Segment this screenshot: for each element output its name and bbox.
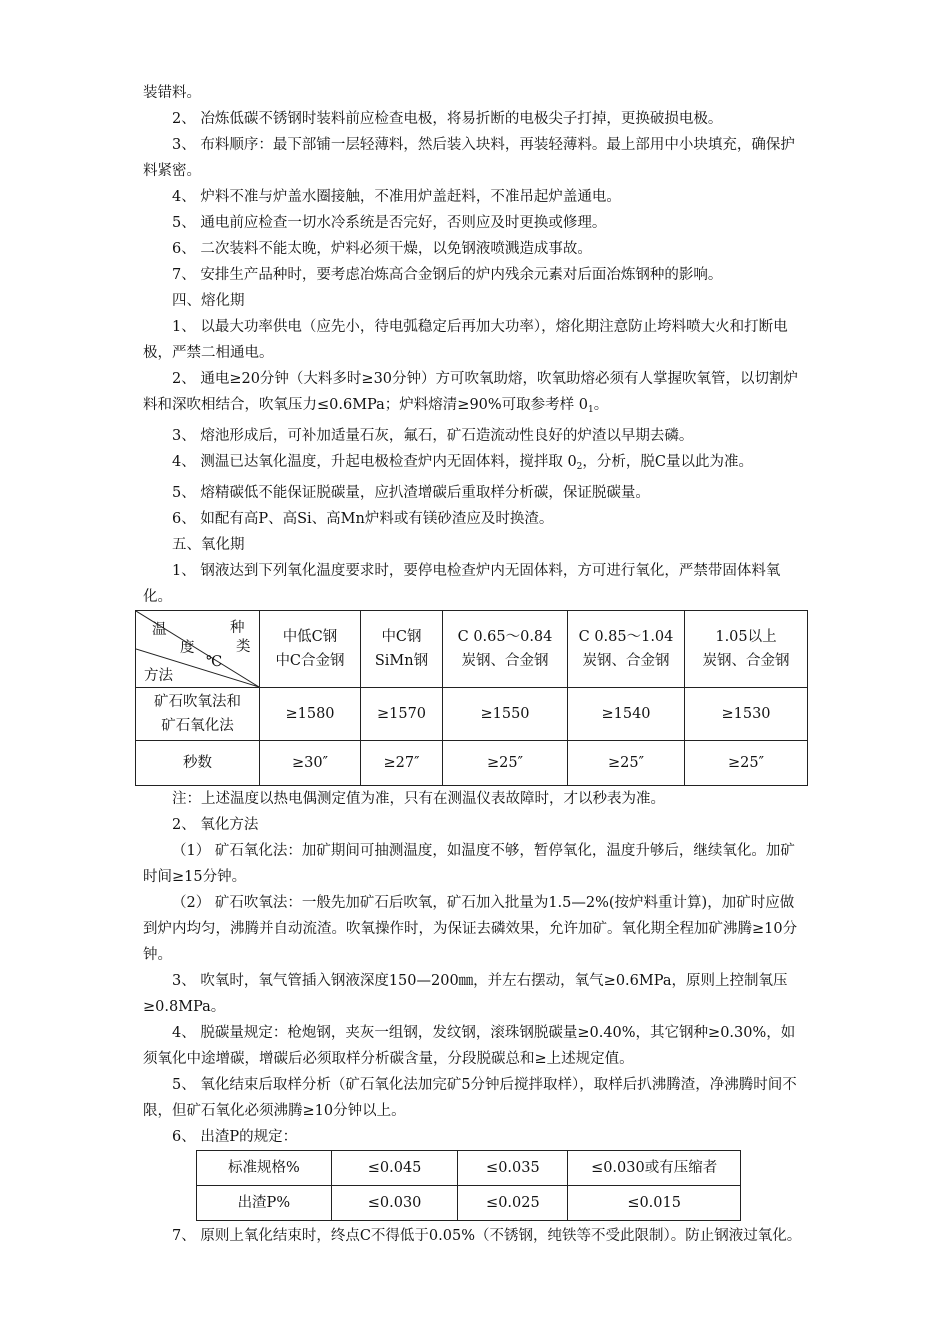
corner-label-zhong: 种 — [230, 620, 245, 636]
paragraph-item: 4、 炉料不准与炉盖水圈接触，不准用炉盖赶料，不准吊起炉盖通电。 — [172, 189, 621, 205]
header-line: SiMn钢 — [374, 653, 429, 669]
paragraph-item: 1、 以最大功率供电（应先小，待电弧稳定后再加大功率），熔化期注意防止垮料喷大火和打断电极，严禁二相通电。 — [143, 319, 788, 361]
paragraph-item: 1、 钢液达到下列氧化温度要求时，要停电检查炉内无固体料，方可进行氧化，严禁带固体料氧化。 — [143, 563, 781, 605]
table-cell: ≥25″ — [685, 741, 808, 786]
row-label — [136, 688, 260, 741]
paragraph-text: ，分析，脱C量以此为准。 — [582, 454, 753, 470]
paragraph-item: 7、 安排生产品种时，要考虑冶炼高合金钢后的炉内残余元素对后面冶炼钢种的影响。 — [172, 267, 723, 283]
paragraph-item: 4、 脱碳量规定：枪炮钢，夹灰一组钢，发纹钢，滚珠钢脱碳量≥0.40%，其它钢种≥0.30%，如须氧化中途增碳，增碳后必须取样分析碳含量，分段脱碳总和≥上述规定值。 — [143, 1025, 796, 1067]
header-line: 炭钢、合金钢 — [582, 653, 670, 669]
paragraph-item: 3、 布料顺序：最下部铺一层轻薄料，然后装入块料，再装轻薄料。最上部用中小块填充，确保护料紧密。 — [143, 137, 795, 179]
header-line: 中C合金钢 — [275, 653, 345, 669]
header-line: 炭钢、合金钢 — [461, 653, 549, 669]
subscript: 1 — [588, 405, 594, 415]
header-line: C 0.65～0.84 — [457, 629, 553, 645]
table-cell: ≥30″ — [260, 741, 361, 786]
table-cell: ≥1580 — [260, 688, 361, 741]
table-row — [197, 1186, 741, 1221]
column-header — [361, 611, 443, 688]
row-label-line: 矿石氧化法 — [161, 718, 234, 734]
column-header — [568, 611, 685, 688]
paragraph-item: 2、 冶炼低碳不锈钢时装料前应检查电极，将易折断的电极尖子打掉，更换破损电极。 — [172, 111, 723, 127]
paragraph-item: 6、 如配有高P、高Si、高Mn炉料或有镁砂渣应及时换渣。 — [172, 511, 554, 527]
paragraph-item: 5、 通电前应检查一切水冷系统是否完好，否则应及时更换或修理。 — [172, 215, 607, 231]
corner-label-method: 方法 — [144, 668, 173, 684]
document-page — [143, 80, 808, 1249]
paragraph-item: 2、 氧化方法 — [172, 817, 259, 833]
subscript: 2 — [576, 462, 583, 472]
column-header — [685, 611, 808, 688]
table-cell: ≥1530 — [685, 688, 808, 741]
paragraph-item: 6、 出渣P的规定： — [172, 1129, 298, 1145]
diagonal-corner-cell — [136, 611, 260, 688]
paragraph-text: 2、 通电≥20分钟（大料多时≥30分钟）方可吹氧助熔，吹氧助熔必须有人掌握吹氧管，以切割炉料和深吹相结合，吹氧压力≤0.6MPa；炉料熔清≥90%可取参考样 0 — [143, 371, 799, 413]
table-cell: ≤0.030 — [331, 1186, 458, 1221]
header-line: 中C钢 — [381, 629, 422, 645]
paragraph-item: 5、 熔精碳低不能保证脱碳量，应扒渣增碳后重取样分析碳，保证脱碳量。 — [172, 485, 650, 501]
paragraph-item: 6、 二次装料不能太晚，炉料必须干燥，以免钢液喷溅造成事故。 — [172, 241, 592, 257]
row-label: 秒数 — [136, 741, 260, 786]
paragraph-line: 装错料。 — [143, 85, 201, 101]
paragraph-item — [143, 366, 808, 423]
corner-label-lei: 类 — [236, 639, 251, 655]
slag-phosphorus-table — [196, 1150, 741, 1221]
table-header-row — [136, 611, 808, 688]
header-line: 中低C钢 — [282, 629, 338, 645]
table-cell: ≥1540 — [568, 688, 685, 741]
corner-label-wendu-1: 温 — [152, 622, 167, 638]
paragraph-text: 。 — [593, 397, 609, 413]
paragraph-item: 3、 熔池形成后，可补加适量石灰，氟石，矿石造流动性良好的炉渣以早期去磷。 — [172, 428, 694, 444]
table-cell: ≥25″ — [568, 741, 685, 786]
row-label: 出渣P% — [197, 1186, 332, 1221]
section-heading-oxidation: 五、氧化期 — [172, 537, 245, 553]
table-cell: ≤0.035 — [458, 1151, 568, 1186]
table-cell: ≥25″ — [443, 741, 568, 786]
corner-label-unit: ℃ — [206, 654, 223, 670]
table-note: 注：上述温度以热电偶测定值为准，只有在测温仪表故障时，才以秒表为准。 — [172, 791, 665, 807]
section-heading-melting: 四、熔化期 — [172, 293, 245, 309]
paragraph-item: 3、 吹氧时，氧气管插入钢液深度150—200㎜，并左右摆动，氧气≥0.6MPa，原则上控制氧压≥0.8MPa。 — [143, 973, 788, 1015]
oxidation-temperature-table — [135, 610, 808, 786]
paragraph-item: 7、 原则上氧化结束时，终点C不得低于0.05%（不锈钢，纯铁等不受此限制）。防止钢液过氧化。 — [172, 1228, 802, 1244]
table-cell: ≤0.030或有压缩者 — [568, 1151, 741, 1186]
corner-label-wendu-2: 度 — [180, 640, 195, 656]
table-row — [136, 741, 808, 786]
row-label-line: 矿石吹氧法和 — [154, 694, 241, 710]
table-row — [197, 1151, 741, 1186]
header-line: 1.05以上 — [715, 629, 777, 645]
column-header — [260, 611, 361, 688]
table-cell: ≤0.045 — [331, 1151, 458, 1186]
table-cell: ≥27″ — [361, 741, 443, 786]
row-label: 标准规格% — [197, 1151, 332, 1186]
header-line: 炭钢、合金钢 — [702, 653, 790, 669]
table-cell: ≥1570 — [361, 688, 443, 741]
paragraph-item — [143, 449, 808, 480]
table-row — [136, 688, 808, 741]
table-cell: ≥1550 — [443, 688, 568, 741]
table-cell: ≤0.025 — [458, 1186, 568, 1221]
table-cell: ≤0.015 — [568, 1186, 741, 1221]
paragraph-item: （2） 矿石吹氧法：一般先加矿石后吹氧，矿石加入批量为1.5—2%(按炉料重计算)，加矿时应做到炉内均匀，沸腾并自动流渣。吹氧操作时，为保证去磷效果，允许加矿。氧化期全程加矿沸腾≥10分钟。 — [143, 895, 798, 963]
paragraph-item: 5、 氧化结束后取样分析（矿石氧化法加完矿5分钟后搅拌取样），取样后扒沸腾渣，净沸腾时间不限，但矿石氧化必须沸腾≥10分钟以上。 — [143, 1077, 797, 1119]
header-line: C 0.85～1.04 — [578, 629, 674, 645]
paragraph-item: （1） 矿石氧化法：加矿期间可抽测温度，如温度不够，暂停氧化，温度升够后，继续氧化。加矿时间≥15分钟。 — [143, 843, 795, 885]
column-header — [443, 611, 568, 688]
paragraph-text: 4、 测温已达氧化温度，升起电极检查炉内无固体料，搅拌取 0 — [172, 454, 577, 470]
